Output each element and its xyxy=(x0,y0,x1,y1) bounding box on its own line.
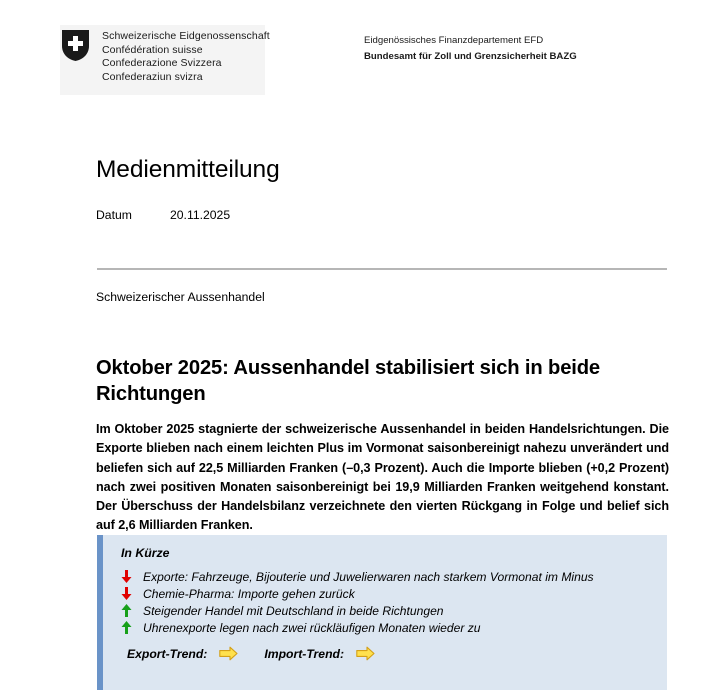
horizontal-divider xyxy=(97,268,667,270)
date-label: Datum xyxy=(96,208,132,222)
list-item-label: Steigender Handel mit Deutschland in beide Richtungen xyxy=(143,604,444,618)
date-row xyxy=(96,207,230,223)
page-header xyxy=(0,0,726,110)
arrow-up-icon xyxy=(121,603,143,617)
summary-box-title: In Kürze xyxy=(121,546,170,560)
list-item-label: Chemie-Pharma: Importe gehen zurück xyxy=(143,587,355,601)
date-value: 20.11.2025 xyxy=(170,208,231,222)
arrow-right-icon xyxy=(356,646,375,661)
summary-bullet-list xyxy=(121,569,661,637)
import-trend-label: Import-Trend: xyxy=(264,646,345,661)
list-item xyxy=(121,620,661,637)
arrow-down-icon xyxy=(121,569,143,583)
arrow-right-icon xyxy=(219,646,238,661)
article-headline: Oktober 2025: Aussenhandel stabilisiert sich in beide Richtungen xyxy=(96,357,601,405)
confederation-name-de: Schweizerische Eidgenossenschaft xyxy=(102,30,270,42)
list-item xyxy=(121,586,661,603)
office-name: Bundesamt für Zoll und Grenzsicherheit BAZG xyxy=(364,51,577,62)
swiss-cross-shield-icon xyxy=(62,30,89,61)
summary-box xyxy=(97,535,667,690)
list-item xyxy=(121,603,661,620)
list-item-label: Exporte: Fahrzeuge, Bijouterie und Juwelierwaren nach starkem Vormonat im Minus xyxy=(143,570,594,584)
list-item xyxy=(121,569,661,586)
summary-box-accent-bar xyxy=(97,535,103,690)
confederation-logo xyxy=(62,30,270,84)
department-block xyxy=(364,33,577,65)
confederation-names xyxy=(102,30,270,84)
export-trend-label: Export-Trend: xyxy=(127,646,208,661)
document-subject: Schweizerischer Aussenhandel xyxy=(96,290,265,304)
article-lead-paragraph: Im Oktober 2025 stagnierte der schweizerische Aussenhandel in beiden Handelsrichtungen. Die Exporte blieben nach einem leichten Plus im Vormonat saisonbereinigt nahezu unverändert und beliefen sich auf 22,5 Milliarden Franken (–0,3 Prozent). Auch die Importe blieben (+0,2 Prozent) nach zwei positiven Monaten saisonbereinigt bei 19,9 Milliarden Franken weitgehend konstant. Der Überschuss der Handelsbilanz verzeichnete den vierten Rückgang in Folge und belief sich auf 2,6 Milliarden Franken. xyxy=(96,422,669,533)
arrow-up-icon xyxy=(121,620,143,634)
page-title: Medienmitteilung xyxy=(96,156,280,183)
list-item-label: Uhrenexporte legen nach zwei rückläufigen Monaten wieder zu xyxy=(143,621,481,635)
arrow-down-icon xyxy=(121,586,143,600)
confederation-name-it: Confederazione Svizzera xyxy=(102,57,222,70)
trend-row xyxy=(127,646,375,661)
confederation-name-rm: Confederaziun svizra xyxy=(102,70,203,83)
confederation-name-fr: Confédération suisse xyxy=(102,43,203,56)
department-name: Eidgenössisches Finanzdepartement EFD xyxy=(364,35,544,46)
